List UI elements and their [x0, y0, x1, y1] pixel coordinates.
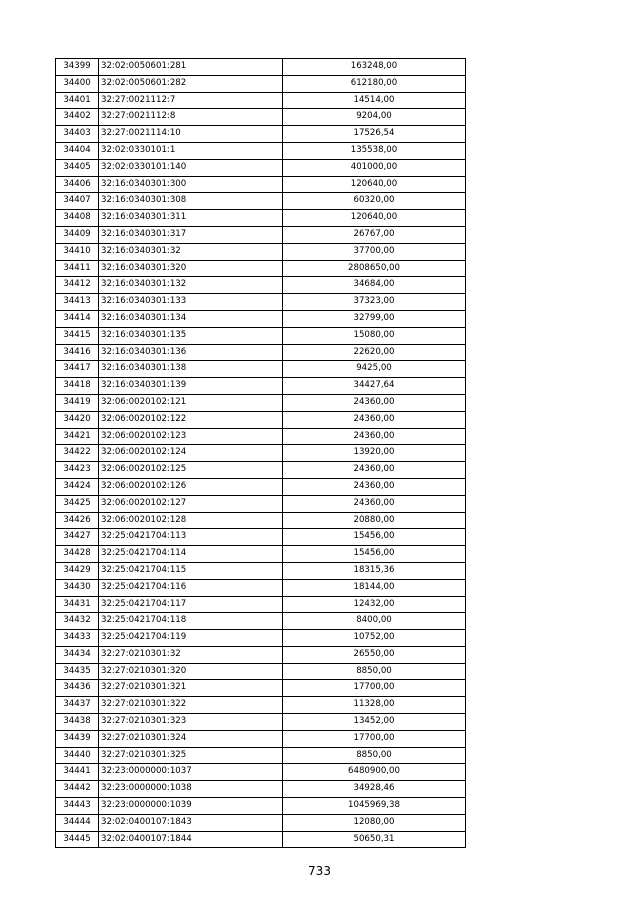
cadastral-number-cell: 32:25:0421704:115	[99, 562, 283, 579]
table-row	[56, 428, 466, 445]
row-number-cell: 34427	[56, 529, 99, 546]
table-row	[56, 193, 466, 210]
row-number-cell: 34404	[56, 142, 99, 159]
row-number-cell: 34445	[56, 831, 99, 848]
table-row	[56, 831, 466, 848]
cadastral-number-cell: 32:27:0021112:8	[99, 109, 283, 126]
value-cell: 120640,00	[283, 176, 466, 193]
cadastral-number-cell: 32:27:0210301:32	[99, 646, 283, 663]
value-cell: 14514,00	[283, 92, 466, 109]
cadastral-number-cell: 32:16:0340301:135	[99, 327, 283, 344]
cadastral-number-cell: 32:06:0020102:123	[99, 428, 283, 445]
cadastral-number-cell: 32:23:0000000:1039	[99, 798, 283, 815]
row-number-cell: 34415	[56, 327, 99, 344]
table-row	[56, 529, 466, 546]
value-cell: 9204,00	[283, 109, 466, 126]
table-row	[56, 344, 466, 361]
cadastral-number-cell: 32:23:0000000:1037	[99, 764, 283, 781]
table-row	[56, 579, 466, 596]
value-cell: 401000,00	[283, 159, 466, 176]
cadastral-number-cell: 32:06:0020102:128	[99, 512, 283, 529]
table-row	[56, 730, 466, 747]
table-row	[56, 512, 466, 529]
row-number-cell: 34419	[56, 394, 99, 411]
table-row	[56, 210, 466, 227]
value-cell: 8400,00	[283, 613, 466, 630]
table-row	[56, 714, 466, 731]
value-cell: 22620,00	[283, 344, 466, 361]
value-cell: 18315,36	[283, 562, 466, 579]
value-cell: 17700,00	[283, 730, 466, 747]
table-row	[56, 260, 466, 277]
row-number-cell: 34402	[56, 109, 99, 126]
cadastral-number-cell: 32:02:0400107:1844	[99, 831, 283, 848]
cadastral-number-cell: 32:06:0020102:125	[99, 462, 283, 479]
table-row	[56, 277, 466, 294]
cadastral-number-cell: 32:27:0210301:325	[99, 747, 283, 764]
table-body	[56, 59, 466, 848]
row-number-cell: 34420	[56, 411, 99, 428]
table-row	[56, 394, 466, 411]
cadastral-number-cell: 32:16:0340301:139	[99, 378, 283, 395]
value-cell: 24360,00	[283, 394, 466, 411]
value-cell: 1045969,38	[283, 798, 466, 815]
value-cell: 50650,31	[283, 831, 466, 848]
value-cell: 12432,00	[283, 596, 466, 613]
cadastral-number-cell: 32:16:0340301:132	[99, 277, 283, 294]
cadastral-number-cell: 32:02:0050601:282	[99, 75, 283, 92]
row-number-cell: 34434	[56, 646, 99, 663]
cadastral-number-cell: 32:25:0421704:117	[99, 596, 283, 613]
table-row	[56, 142, 466, 159]
cadastral-number-cell: 32:02:0330101:140	[99, 159, 283, 176]
table-row	[56, 75, 466, 92]
table-row	[56, 764, 466, 781]
cadastral-number-cell: 32:27:0021114:10	[99, 126, 283, 143]
value-cell: 13920,00	[283, 445, 466, 462]
row-number-cell: 34413	[56, 294, 99, 311]
value-cell: 24360,00	[283, 411, 466, 428]
value-cell: 17526,54	[283, 126, 466, 143]
row-number-cell: 34421	[56, 428, 99, 445]
row-number-cell: 34400	[56, 75, 99, 92]
row-number-cell: 34417	[56, 361, 99, 378]
value-cell: 34684,00	[283, 277, 466, 294]
row-number-cell: 34405	[56, 159, 99, 176]
cadastral-value-table	[55, 58, 466, 848]
cadastral-number-cell: 32:02:0400107:1843	[99, 814, 283, 831]
table-row	[56, 546, 466, 563]
value-cell: 24360,00	[283, 428, 466, 445]
value-cell: 120640,00	[283, 210, 466, 227]
row-number-cell: 34410	[56, 243, 99, 260]
cadastral-number-cell: 32:27:0210301:320	[99, 663, 283, 680]
table-row	[56, 159, 466, 176]
value-cell: 12080,00	[283, 814, 466, 831]
table-row	[56, 630, 466, 647]
cadastral-number-cell: 32:25:0421704:114	[99, 546, 283, 563]
row-number-cell: 34414	[56, 310, 99, 327]
value-cell: 24360,00	[283, 478, 466, 495]
value-cell: 612180,00	[283, 75, 466, 92]
cadastral-number-cell: 32:16:0340301:134	[99, 310, 283, 327]
table-row	[56, 680, 466, 697]
row-number-cell: 34438	[56, 714, 99, 731]
value-cell: 9425,00	[283, 361, 466, 378]
cadastral-number-cell: 32:16:0340301:138	[99, 361, 283, 378]
value-cell: 2808650,00	[283, 260, 466, 277]
row-number-cell: 34429	[56, 562, 99, 579]
table-row	[56, 814, 466, 831]
cadastral-number-cell: 32:25:0421704:113	[99, 529, 283, 546]
row-number-cell: 34408	[56, 210, 99, 227]
table-row	[56, 411, 466, 428]
cadastral-number-cell: 32:25:0421704:116	[99, 579, 283, 596]
row-number-cell: 34423	[56, 462, 99, 479]
value-cell: 15456,00	[283, 546, 466, 563]
table-row	[56, 596, 466, 613]
row-number-cell: 34411	[56, 260, 99, 277]
row-number-cell: 34443	[56, 798, 99, 815]
value-cell: 20880,00	[283, 512, 466, 529]
row-number-cell: 34431	[56, 596, 99, 613]
cadastral-number-cell: 32:16:0340301:320	[99, 260, 283, 277]
value-cell: 15080,00	[283, 327, 466, 344]
cadastral-number-cell: 32:02:0330101:1	[99, 142, 283, 159]
cadastral-number-cell: 32:23:0000000:1038	[99, 781, 283, 798]
value-cell: 34427,64	[283, 378, 466, 395]
value-cell: 13452,00	[283, 714, 466, 731]
value-cell: 32799,00	[283, 310, 466, 327]
table-row	[56, 226, 466, 243]
row-number-cell: 34428	[56, 546, 99, 563]
value-cell: 24360,00	[283, 495, 466, 512]
table-row	[56, 798, 466, 815]
row-number-cell: 34399	[56, 59, 99, 76]
row-number-cell: 34430	[56, 579, 99, 596]
row-number-cell: 34432	[56, 613, 99, 630]
cadastral-number-cell: 32:25:0421704:119	[99, 630, 283, 647]
cadastral-number-cell: 32:06:0020102:122	[99, 411, 283, 428]
value-cell: 34928,46	[283, 781, 466, 798]
table-row	[56, 310, 466, 327]
table-row	[56, 109, 466, 126]
row-number-cell: 34418	[56, 378, 99, 395]
cadastral-number-cell: 32:25:0421704:118	[99, 613, 283, 630]
row-number-cell: 34441	[56, 764, 99, 781]
table-row	[56, 361, 466, 378]
value-cell: 37323,00	[283, 294, 466, 311]
table-row	[56, 781, 466, 798]
row-number-cell: 34440	[56, 747, 99, 764]
table-row	[56, 562, 466, 579]
row-number-cell: 34403	[56, 126, 99, 143]
cadastral-number-cell: 32:27:0021112:7	[99, 92, 283, 109]
value-cell: 18144,00	[283, 579, 466, 596]
row-number-cell: 34442	[56, 781, 99, 798]
value-cell: 26767,00	[283, 226, 466, 243]
table-row	[56, 378, 466, 395]
cadastral-number-cell: 32:06:0020102:127	[99, 495, 283, 512]
cadastral-number-cell: 32:16:0340301:32	[99, 243, 283, 260]
table-row	[56, 92, 466, 109]
table-row	[56, 176, 466, 193]
cadastral-number-cell: 32:16:0340301:317	[99, 226, 283, 243]
table-row	[56, 126, 466, 143]
cadastral-number-cell: 32:27:0210301:323	[99, 714, 283, 731]
table-row	[56, 243, 466, 260]
row-number-cell: 34407	[56, 193, 99, 210]
value-cell: 8850,00	[283, 747, 466, 764]
cadastral-number-cell: 32:27:0210301:321	[99, 680, 283, 697]
cadastral-number-cell: 32:06:0020102:124	[99, 445, 283, 462]
value-cell: 6480900,00	[283, 764, 466, 781]
cadastral-number-cell: 32:16:0340301:133	[99, 294, 283, 311]
row-number-cell: 34401	[56, 92, 99, 109]
value-cell: 24360,00	[283, 462, 466, 479]
table-row	[56, 294, 466, 311]
value-cell: 135538,00	[283, 142, 466, 159]
table-row	[56, 663, 466, 680]
row-number-cell: 34424	[56, 478, 99, 495]
row-number-cell: 34433	[56, 630, 99, 647]
table-row	[56, 478, 466, 495]
table-row	[56, 495, 466, 512]
cadastral-number-cell: 32:16:0340301:300	[99, 176, 283, 193]
value-cell: 60320,00	[283, 193, 466, 210]
table-row	[56, 59, 466, 76]
value-cell: 8850,00	[283, 663, 466, 680]
cadastral-number-cell: 32:06:0020102:121	[99, 394, 283, 411]
table-row	[56, 646, 466, 663]
table-row	[56, 327, 466, 344]
value-cell: 15456,00	[283, 529, 466, 546]
cadastral-number-cell: 32:27:0210301:322	[99, 697, 283, 714]
row-number-cell: 34426	[56, 512, 99, 529]
value-cell: 11328,00	[283, 697, 466, 714]
table-row	[56, 613, 466, 630]
row-number-cell: 34416	[56, 344, 99, 361]
cadastral-number-cell: 32:02:0050601:281	[99, 59, 283, 76]
row-number-cell: 34425	[56, 495, 99, 512]
cadastral-value-table-container	[55, 58, 466, 848]
row-number-cell: 34409	[56, 226, 99, 243]
table-row	[56, 445, 466, 462]
row-number-cell: 34439	[56, 730, 99, 747]
row-number-cell: 34436	[56, 680, 99, 697]
table-row	[56, 747, 466, 764]
value-cell: 37700,00	[283, 243, 466, 260]
value-cell: 163248,00	[283, 59, 466, 76]
cadastral-number-cell: 32:27:0210301:324	[99, 730, 283, 747]
row-number-cell: 34435	[56, 663, 99, 680]
row-number-cell: 34406	[56, 176, 99, 193]
value-cell: 17700,00	[283, 680, 466, 697]
cadastral-number-cell: 32:16:0340301:311	[99, 210, 283, 227]
cadastral-number-cell: 32:16:0340301:308	[99, 193, 283, 210]
row-number-cell: 34437	[56, 697, 99, 714]
value-cell: 10752,00	[283, 630, 466, 647]
cadastral-number-cell: 32:16:0340301:136	[99, 344, 283, 361]
table-row	[56, 697, 466, 714]
cadastral-number-cell: 32:06:0020102:126	[99, 478, 283, 495]
table-row	[56, 462, 466, 479]
row-number-cell: 34412	[56, 277, 99, 294]
row-number-cell: 34444	[56, 814, 99, 831]
row-number-cell: 34422	[56, 445, 99, 462]
value-cell: 26550,00	[283, 646, 466, 663]
page-number: 733	[308, 864, 331, 878]
